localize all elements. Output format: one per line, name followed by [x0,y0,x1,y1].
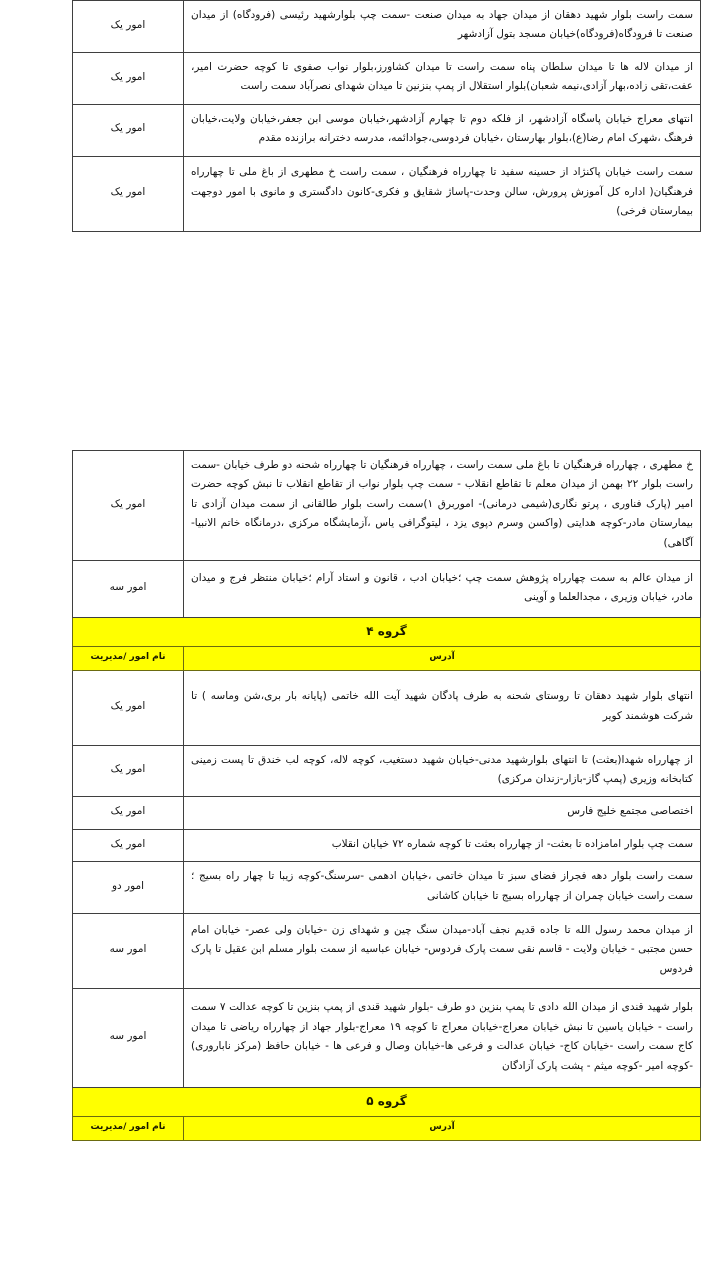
address-table-top [72,0,701,232]
column-headings-row [73,1117,701,1141]
address-cell: از چهارراه شهدا(بعثت) تا انتهای بلوارشهید مدنی-خیابان شهید دستغیب، کوچه لاله، کوچه لب خندق تا پست زمینی کتابخانه وزیری (پمپ گاز-بازار-زندان مرکزی) [184,745,701,797]
group-title: گروه ۵ [73,1088,701,1117]
name-column-header: نام امور /مدیریت [73,647,184,671]
table-body [73,1,701,232]
table-body [73,451,701,1141]
address-cell: بلوار شهید قندی از میدان الله دادی تا پمپ بنزین دو طرف -بلوار شهید قندی از پمپ بنزین تا کوچه عدالت ۷ سمت راست - خیابان یاسین تا نبش خیابان معراج-خیابان معراج تا کوچه ۱۹ معراج-بلوار جهاد از چهارراه ریاضی تا میدان کاج سمت راست -خیابان کاج- خیابان عدالت و فرعی ها-خیابان وصال و فرعی ها - خیابان حافظ (مرکز ناباروری) -کوچه امیر -کوچه میثم - پشت پارک آزادگان [184,989,701,1088]
address-cell: از میدان عالم به سمت چهارراه پژوهش سمت چپ ؛خیابان ادب ، قانون و استاد آرام ؛خیابان منتظر فرج و میدان مادر، خیابان وزیری ، مجدالعلما و آوینی [184,561,701,618]
unit-name-cell: امور یک [73,104,184,156]
group-banner-row [73,1088,701,1117]
address-table-bottom [72,450,701,1141]
unit-name-cell: امور یک [73,1,184,53]
group-title: گروه ۴ [73,618,701,647]
table-row [73,561,701,618]
unit-name-cell: امور سه [73,914,184,989]
table-row [73,104,701,156]
unit-name-cell: امور دو [73,862,184,914]
address-cell: خ مطهری ، چهارراه فرهنگیان تا باغ ملی سمت راست ، چهارراه فرهنگیان تا چهارراه شحنه دو طرف خیابان -سمت راست بلوار ۲۲ بهمن از میدان معلم تا تقاطع انقلاب - سمت چپ بلوار نواب از تقاطع انقلاب تا نبش کوچه حضرت امیر (پارک فناوری ، پرتو نگاری(شیمی درمانی)- اموربرق ۱)سمت راست بلوار طالقانی از سمت میدان آزادی تا بیمارستان مادر-کوچه هدایتی (واکسن وسرم دپوی یزد ، لیتوگرافی یاس ،آزمایشگاه مرکزی ،درمانگاه خاتم الانبیا-آگاهی) [184,451,701,561]
unit-name-cell: امور سه [73,561,184,618]
address-cell: انتهای معراج خیابان پاسگاه آزادشهر، از فلکه دوم تا چهارم آزادشهر،خیابان موسی ابن جعفر،خیابان ولایت،خیابان فرهنگ ،شهرک امام رضا(ع)،بلوار بهارستان ،خیابان فردوسی،جوادائمه، مدرسه دخترانه برازنده مقدم [184,104,701,156]
table-row [73,797,701,829]
unit-name-cell: امور یک [73,829,184,861]
table-row [73,862,701,914]
address-cell: سمت راست بلوار دهه فجراز فضای سبز تا میدان خاتمی ،خیابان ادهمی -سرسنگ-کوچه زیبا تا چهار راه بسیج ؛سمت راست خیابان چمران از چهارراه بسیج تا خیابان کاشانی [184,862,701,914]
address-cell: سمت راست خیابان پاکنژاد از حسینه سفید تا چهارراه فرهنگیان ، سمت راست خ مطهری از باغ ملی تا چهارراه فرهنگیان( اداره کل آموزش پرورش، سالن وحدت-پاساژ شقایق و فکری-کانون دادگستری و مانوی با امور دوجهت بیمارستان فرخی) [184,156,701,231]
address-column-header: آدرس [184,647,701,671]
table-row [73,156,701,231]
address-cell: سمت چپ بلوار امامزاده تا بعثت- از چهارراه بعثت تا کوچه شماره ۷۲ خیابان انقلاب [184,829,701,861]
table-row [73,745,701,797]
unit-name-cell: امور یک [73,451,184,561]
table-row [73,1,701,53]
address-cell: از میدان لاله ها تا میدان سلطان پناه سمت راست تا میدان کشاورز،بلوار نواب صفوی تا کوچه حضرت امیر، عفت،تقی زاده،بهار آزادی،نیمه شعبان)بلوار استقلال از پمپ بنزنین تا میدان شهدای نصرآباد سمت راست [184,52,701,104]
unit-name-cell: امور سه [73,989,184,1088]
table-row [73,52,701,104]
group-banner-row [73,618,701,647]
table-row [73,914,701,989]
unit-name-cell: امور یک [73,745,184,797]
table-row [73,670,701,745]
address-cell: اختصاصی مجتمع خلیج فارس [184,797,701,829]
table-row [73,451,701,561]
address-cell: از میدان محمد رسول الله تا جاده قدیم نجف آباد-میدان سنگ چین و شهدای زن -خیابان ولی عصر- خیابان امام حسن مجتبی - خیابان ولایت - قاسم نقی سمت پارک فردوس- خیابان عباسیه از سمت بلوار مسلم ابن عقیل تا پارک فردوس [184,914,701,989]
unit-name-cell: امور یک [73,670,184,745]
table-row [73,829,701,861]
address-column-header: آدرس [184,1117,701,1141]
unit-name-cell: امور یک [73,156,184,231]
address-cell: سمت راست بلوار شهید دهقان از میدان جهاد به میدان صنعت -سمت چپ بلوارشهید رئیسی (فرودگاه) از میدان صنعت تا فرودگاه(فرودگاه)خیابان مسجد بتول آزادشهر [184,1,701,53]
name-column-header: نام امور /مدیریت [73,1117,184,1141]
unit-name-cell: امور یک [73,52,184,104]
column-headings-row [73,647,701,671]
table-row [73,989,701,1088]
unit-name-cell: امور یک [73,797,184,829]
address-cell: انتهای بلوار شهید دهقان تا روستای شحنه به طرف پادگان شهید آیت الله خاتمی (پایانه بار بری،شن وماسه ) تا شرکت هوشمند کویر [184,670,701,745]
